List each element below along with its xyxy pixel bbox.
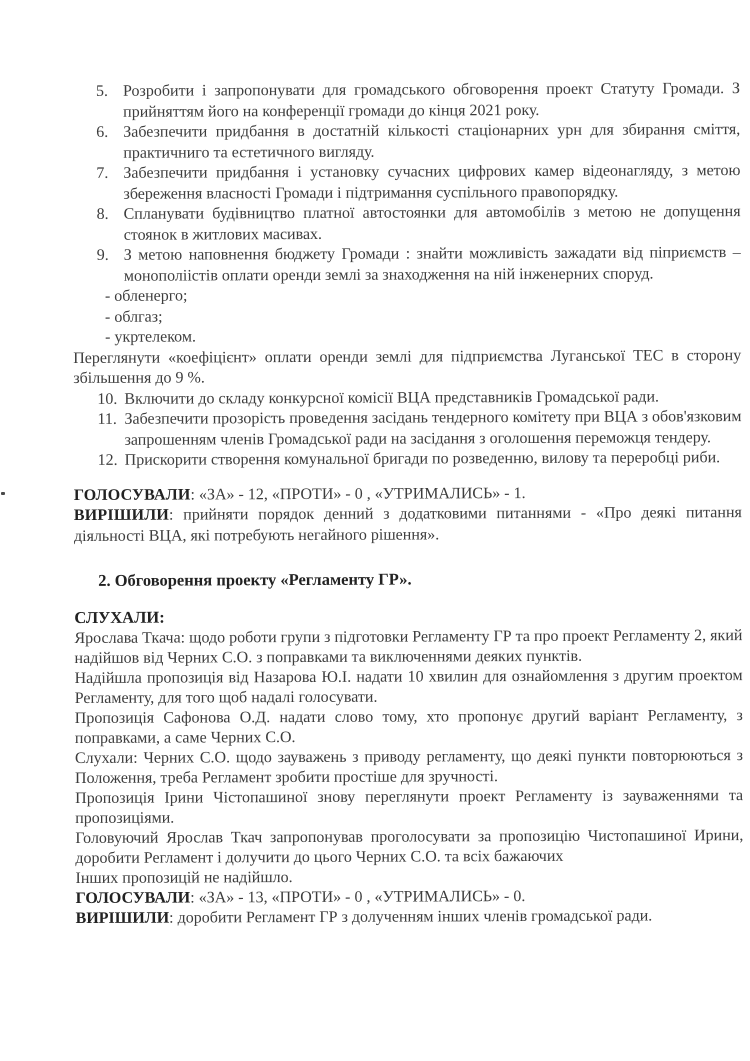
agenda-item-number: 6. — [96, 123, 109, 141]
decision-line — [76, 906, 744, 929]
agenda-item — [96, 161, 740, 205]
agenda-item-number: 8. — [96, 205, 109, 223]
agenda-item-text: Розробити і запропонувати для громадського обговорення проект Статуту Громади. З прийняттям його на конференції громади до кінця 2021 року. — [123, 80, 741, 121]
agenda-item-text: Забезпечити придбання в достатній кількості стаціонарних урн для збирання сміття, практичниго та естетичного вигляду. — [123, 121, 741, 162]
agenda-item — [97, 243, 741, 287]
agenda-item — [97, 387, 741, 410]
discussion-section — [74, 605, 743, 929]
discussion-paragraph: Головуючий Ярослав Ткач запропонував проголосувати за пропозицію Чистопашиної Ирини, доробити Регламент і долучити до цього Черних С.О. та всіх бажаючих — [75, 827, 744, 867]
decision-text: : доробити Регламент ГР з долученням інших членів громадської ради. — [169, 907, 653, 927]
sub-list-item: - укртелеком. — [105, 328, 197, 346]
heard-heading: СЛУХАЛИ: — [74, 607, 165, 627]
vote-counts: : «ЗА» - 12, «ПРОТИ» - 0 , «УТРИМАЛИСЬ» - 1. — [190, 484, 526, 503]
agenda-item — [97, 407, 741, 451]
discussion-paragraph: Пропозиція Сафонова О.Д. надати слово тому, хто пропонує другий варіант Регламенту, з поправками, а саме Черних С.О. — [74, 707, 743, 747]
agenda-item-text: Включити до складу конкурсної комісії ВЦА представників Громадської ради. — [124, 387, 660, 408]
monopolist-sub-list — [73, 284, 741, 348]
agenda-item-number: 11. — [97, 410, 117, 428]
agenda-item-text: Забезпечити прозорість проведення засідань тендерного комітету при ВЦА з обов'язковим запрошенням членів Громадської ради на засідання з оголошення переможця тендеру. — [124, 408, 742, 449]
document-content — [72, 79, 744, 929]
agenda-item — [98, 448, 742, 471]
discussion-paragraph: Інших пропозицій не надійшло. — [75, 869, 293, 887]
discussion-paragraph: Ярослава Ткача: щодо роботи групи з підготовки Регламенту ГР та про проект Регламенту 2, який надійшов від Черних С.О. з поправками та виключеннями деяких пунктів. — [74, 627, 743, 667]
vote-label: ГОЛОСУВАЛИ — [75, 889, 191, 907]
sub-list-item: - обленерго; — [104, 287, 188, 305]
section-2-heading: 2. Обговорення проекту «Регламенту ГР». — [98, 569, 412, 590]
discussion-paragraph: Надійшла пропозиція від Назарова Ю.І. надати 10 хвилин для ознайомлення з другим проектом Регламенту, для того щоб надалі голосувати. — [74, 667, 743, 707]
agenda-item-number: 5. — [96, 82, 109, 100]
agenda-item — [96, 79, 740, 123]
agenda-item-text: З метою наповнення бюджету Громади : знайти можливість зажадати від піприємств – монополіістів оплати оренди землі за знаходження на ній інженерних споруд. — [123, 244, 741, 285]
discussion-paragraph: Пропозиція Ірини Чістопашиної знову переглянути проект Регламенту із зауваженнями та пропозиціями. — [75, 787, 744, 827]
agenda-list-a — [72, 79, 741, 287]
decision-text: : прийняти порядок денний з додатковими питаннями - «Про деякі питання діяльності ВЦА, які потребують негайного рішення». — [73, 504, 742, 545]
agenda-item — [97, 202, 741, 246]
agenda-item — [96, 120, 740, 164]
vote-result-line — [74, 483, 742, 506]
discussion-paragraph: Слухали: Черних С.О. щодо зауважень з приводу регламенту, що деякі пункти повторюються з Положення, треба Регламент зробити простіше для зручності. — [74, 747, 743, 787]
agenda-section — [72, 79, 742, 547]
agenda-item-number: 10. — [97, 390, 118, 408]
agenda-item-text: Спланувати будівництво платної автостоянки для автомобілів з метою не допущення стоянок в житлових масивах. — [123, 203, 741, 244]
tes-coefficient-paragraph: Переглянути «коефіцієнт» оплати оренди землі для підприємства Луганської ТЕС в сторону збільшення до 9 %. — [73, 346, 742, 387]
agenda-item-number: 7. — [96, 164, 109, 182]
agenda-item-number: 12. — [97, 451, 118, 469]
agenda-list-b — [73, 387, 741, 472]
decision-label: ВИРІШИЛИ — [75, 909, 170, 927]
agenda-item-text: Забезпечити придбання і установку сучасних цифрових камер відеонагляду, з метою збереження власності Громади і підтримання суспільного правопорядку. — [123, 162, 741, 203]
decision-label: ВИРІШИЛИ — [73, 506, 170, 524]
agenda-item-text: Прискорити створення комунальної бригади по розведенню, вилову та переробці риби. — [124, 449, 721, 469]
decision-line — [74, 503, 742, 547]
scan-artifact-mark — [1, 492, 5, 495]
sub-list-item: - облгаз; — [104, 308, 163, 326]
agenda-item-number: 9. — [96, 246, 109, 264]
vote-label: ГОЛОСУВАЛИ — [73, 485, 191, 504]
vote-counts: : «ЗА» - 13, «ПРОТИ» - 0 , «УТРИМАЛИСЬ» - 0. — [190, 888, 526, 907]
